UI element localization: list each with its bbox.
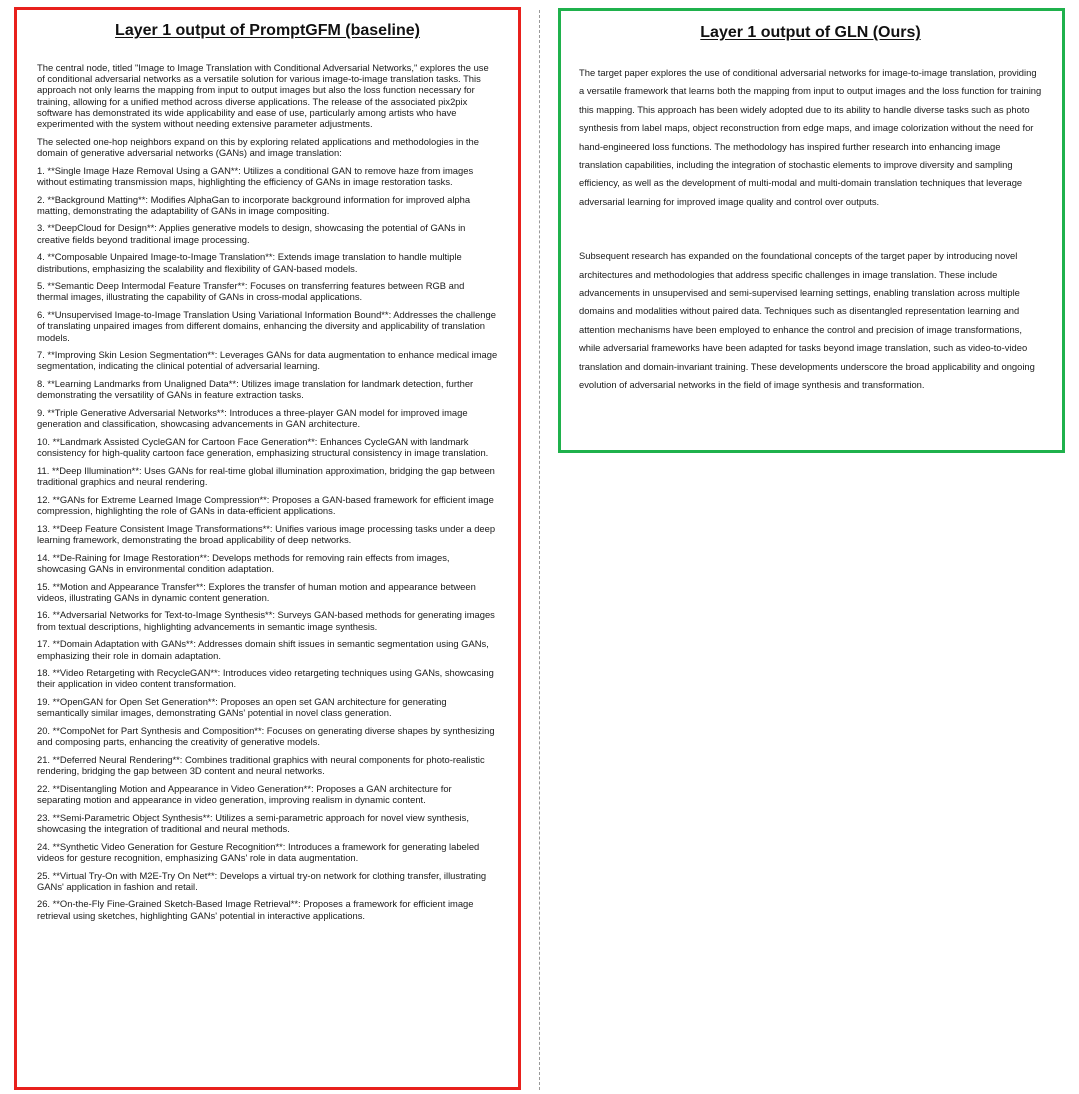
neighbor-item: 12. **GANs for Extreme Learned Image Compression**: Proposes a GAN-based framework for efficient image compression, highlighting the role of GANs in data-efficient applications. <box>37 493 494 516</box>
neighbor-item: 26. **On-the-Fly Fine-Grained Sketch-Based Image Retrieval**: Proposes a framework for efficient image retrieval using sketches, highlighting GANs' potential in interactive applications. <box>37 898 474 921</box>
neighbor-item: 1. **Single Image Haze Removal Using a GAN**: Utilizes a conditional GAN to remove haze from images without estimating transmission maps, highlighting the efficiency of GANs in image restoration tasks. <box>37 164 474 187</box>
baseline-text <box>37 62 498 921</box>
neighbor-item: 21. **Deferred Neural Rendering**: Combines traditional graphics with neural components for photo-realistic rendering, bridging the gap between 3D content and neural networks. <box>37 753 485 777</box>
ours-title: Layer 1 output of GLN (Ours) <box>700 24 921 41</box>
neighbor-item: 7. **Improving Skin Lesion Segmentation**: Leverages GANs for data augmentation to enhance medical image segmentation, indicating the clinical potential of adversarial learning. <box>37 349 498 372</box>
neighbor-item: 18. **Video Retargeting with RecycleGAN**: Introduces video retargeting techniques using GANs, showcasing their application in video content transformation. <box>37 667 494 690</box>
neighbor-item: 10. **Landmark Assisted CycleGAN for Cartoon Face Generation**: Enhances CycleGAN with landmark consistency for high-quality cartoon face generation, emphasizing structural consistency in image translation. <box>37 435 489 459</box>
panel-divider <box>539 10 540 1090</box>
neighbor-item: 16. **Adversarial Networks for Text-to-Image Synthesis**: Surveys GAN-based methods for generating images from textual descriptions, highlighting advancements in semantic image synthesis. <box>37 609 495 632</box>
neighbor-item: 15. **Motion and Appearance Transfer**: Explores the transfer of human motion and appearance between videos, illustrating GANs in dynamic content generation. <box>37 580 476 603</box>
neighbor-item: 25. **Virtual Try-On with M2E-Try On Net**: Develops a virtual try-on network for clothing transfer, illustrating GANs' application in fashion and retail. <box>37 869 487 892</box>
ours-panel <box>558 8 1065 453</box>
neighbor-item: 3. **DeepCloud for Design**: Applies generative models to design, showcasing the potential of GANs in creative fields beyond traditional image processing. <box>37 222 466 245</box>
ours-paragraph-target: The target paper explores the use of conditional adversarial networks for image-to-image translation, providing a versatile framework that learns both the mapping from input to output images and the loss function for training this mapping. This approach has been widely adopted due to its ability to handle diverse tasks such as photo synthesis from label maps, object reconstruction from edge maps, and image colorization without the need for hand-engineered loss functions. The methodology has inspired further research into enhancing image translation capabilities, including the integration of stochastic elements to improve diversity and sampling efficiency, as well as the development of multi-modal and multi-domain translation techniques that leverage adversarial learning for improved image quality and control over outputs. <box>579 67 1042 207</box>
neighbor-item: 8. **Learning Landmarks from Unaligned Data**: Utilizes image translation for landmark detection, further demonstrating the versatility of GANs in feature extraction tasks. <box>37 378 474 401</box>
ours-paragraph-subsequent: Subsequent research has expanded on the foundational concepts of the target paper by introducing novel architectures and methodologies that address specific challenges in image translation. These include advancements in unsupervised and semi-supervised learning settings, enabling translation across multiple domains and modalities without paired data. Techniques such as disentangled representation learning and attention mechanisms have been employed to enhance the control and precision of image transformations, while adversarial frameworks have been adapted for tasks beyond image translation, such as video-to-video translation and domain-invariant training. These developments underscore the broad applicability and ongoing evolution of adversarial networks in the field of image synthesis and transformation. <box>579 250 1035 391</box>
baseline-intro: The central node, titled "Image to Image Translation with Conditional Adversarial Networks," explores the use of conditional adversarial networks as a versatile solution for various image-to-image translation tasks. This approach not only learns the mapping from input to output images but also the loss function necessary for training, allowing for a unified method across diverse applications. The release of the associated pix2pix software has demonstrated its wide applicability and ease of use, particularly among artists who have experimented with the system without needing extensive parameter adjustments. <box>37 62 489 130</box>
neighbor-item: 22. **Disentangling Motion and Appearance in Video Generation**: Proposes a GAN architecture for separating motion and appearance in video generation, improving realism in dynamic content. <box>37 782 452 806</box>
neighbor-item: 9. **Triple Generative Adversarial Networks**: Introduces a three-player GAN model for improved image generation and classification, showcasing advancements in GAN architecture. <box>37 407 468 430</box>
neighbor-item: 4. **Composable Unpaired Image-to-Image Translation**: Extends image translation to handle multiple distributions, emphasizing the scalability and flexibility of GAN-based models. <box>37 251 462 274</box>
neighbor-item: 2. **Background Matting**: Modifies AlphaGan to incorporate background information for improved alpha matting, demonstrating the adaptability of GANs in image compositing. <box>37 193 471 216</box>
neighbor-item: 13. **Deep Feature Consistent Image Transformations**: Unifies various image processing tasks under a deep learning framework, demonstrating the broad applicability of deep networks. <box>37 522 496 545</box>
baseline-title: Layer 1 output of PromptGFM (baseline) <box>115 22 420 39</box>
neighbor-item: 14. **De-Raining for Image Restoration**: Develops methods for removing rain effects from images, showcasing GANs in environmental condition adaptation. <box>37 551 450 574</box>
neighbor-item: 5. **Semantic Deep Intermodal Feature Transfer**: Focuses on transferring features between RGB and thermal images, illustrating the capability of GANs in cross-modal applications. <box>37 280 465 303</box>
neighbor-item: 20. **CompoNet for Part Synthesis and Composition**: Focuses on generating diverse shapes by synthesizing and composing parts, enhancing the creativity of generative models. <box>37 725 495 748</box>
neighbor-item: 6. **Unsupervised Image-to-Image Translation Using Variational Information Bound**: Addresses the challenge of translating unpaired images from different domains, enhancing the diversity and applicability of translation models. <box>37 309 496 343</box>
neighbor-item: 23. **Semi-Parametric Object Synthesis**: Utilizes a semi-parametric approach for novel view synthesis, showcasing the integration of traditional and neural methods. <box>37 811 469 834</box>
neighbor-item: 19. **OpenGAN for Open Set Generation**: Proposes an open set GAN architecture for generating semantically similar images, demonstrating GANs' potential in novel class generation. <box>37 696 447 719</box>
baseline-panel <box>14 7 521 1090</box>
neighbor-item: 11. **Deep Illumination**: Uses GANs for real-time global illumination approximation, bridging the gap between traditional graphics and neural rendering. <box>37 464 495 488</box>
neighbor-item: 24. **Synthetic Video Generation for Gesture Recognition**: Introduces a framework for generating labeled videos for gesture recognition, emphasizing GANs' role in data augmentation. <box>37 840 480 863</box>
neighbor-item: 17. **Domain Adaptation with GANs**: Addresses domain shift issues in semantic segmentation using GANs, emphasizing their role in domain adaptation. <box>37 638 489 661</box>
ours-text <box>579 64 1042 395</box>
baseline-neighbors-intro: The selected one-hop neighbors expand on this by exploring related applications and methodologies in the domain of generative adversarial networks (GANs) and image translation: <box>37 135 479 158</box>
